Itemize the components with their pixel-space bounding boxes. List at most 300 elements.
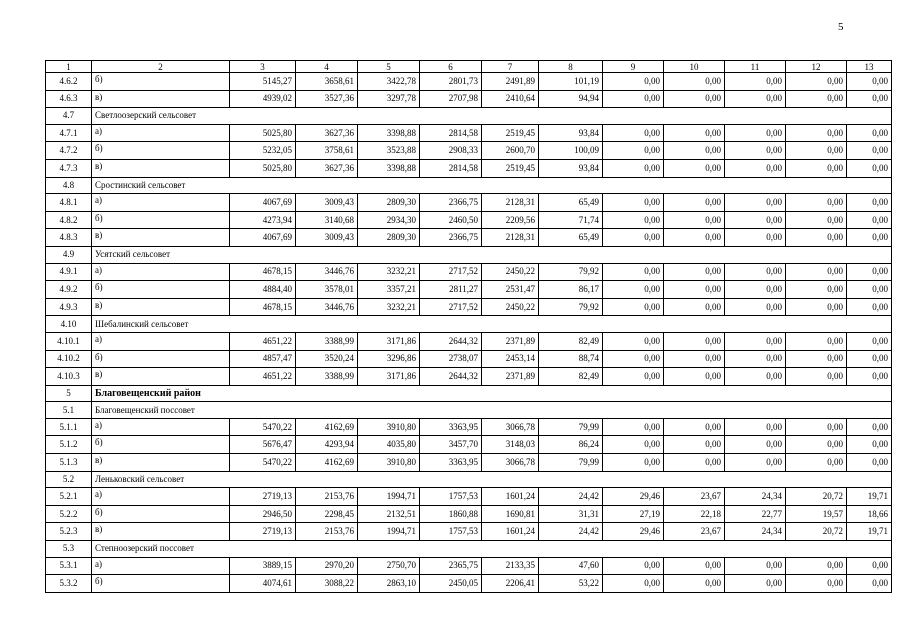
value-cell: 3578,01 [296, 281, 358, 299]
value-cell: 2738,07 [420, 350, 482, 368]
table-row [46, 368, 892, 386]
value-cell: 20,72 [786, 488, 847, 506]
value-cell: 3088,22 [296, 575, 358, 593]
table-row [46, 159, 892, 177]
value-cell: 0,00 [847, 368, 892, 386]
value-cell: 0,00 [786, 557, 847, 575]
value-cell: 4273,94 [230, 211, 296, 229]
value-cell: 3398,88 [358, 159, 420, 177]
value-cell: 3910,80 [358, 418, 420, 436]
value-cell: 0,00 [786, 436, 847, 454]
value-cell: 19,57 [786, 505, 847, 523]
table-row [46, 211, 892, 229]
value-cell: 3066,78 [482, 454, 539, 472]
value-cell: 0,00 [664, 454, 725, 472]
row-number: 5.2 [46, 471, 92, 488]
value-cell: 0,00 [847, 298, 892, 316]
value-cell: 2450,22 [482, 263, 539, 281]
value-cell: 0,00 [847, 229, 892, 247]
value-cell: 0,00 [603, 454, 664, 472]
row-number: 5.1.3 [46, 454, 92, 472]
value-cell: 3297,78 [358, 90, 420, 108]
value-cell: 2206,41 [482, 575, 539, 593]
value-cell: 79,92 [539, 298, 603, 316]
row-number: 4.7.2 [46, 142, 92, 160]
value-cell: 0,00 [725, 194, 786, 212]
row-number: 5.3.1 [46, 557, 92, 575]
value-cell: 2133,35 [482, 557, 539, 575]
value-cell: 47,60 [539, 557, 603, 575]
table-row [46, 505, 892, 523]
value-cell: 2934,30 [358, 211, 420, 229]
table-row [46, 575, 892, 593]
value-cell: 2644,32 [420, 368, 482, 386]
value-cell: 0,00 [725, 142, 786, 160]
column-header-13: 13 [847, 61, 892, 73]
value-cell: 2946,50 [230, 505, 296, 523]
value-cell: 22,77 [725, 505, 786, 523]
value-cell: 0,00 [664, 90, 725, 108]
value-cell: 1601,24 [482, 523, 539, 541]
value-cell: 0,00 [786, 124, 847, 142]
value-cell: 0,00 [603, 332, 664, 350]
value-cell: 3446,76 [296, 298, 358, 316]
value-cell: 4035,80 [358, 436, 420, 454]
value-cell: 3527,36 [296, 90, 358, 108]
value-cell: 0,00 [664, 263, 725, 281]
row-number: 5.1.2 [46, 436, 92, 454]
row-number: 5.2.3 [46, 523, 92, 541]
value-cell: 0,00 [725, 350, 786, 368]
value-cell: 2371,89 [482, 368, 539, 386]
value-cell: 19,71 [847, 523, 892, 541]
value-cell: 0,00 [786, 368, 847, 386]
value-cell: 0,00 [847, 211, 892, 229]
value-cell: 4293,94 [296, 436, 358, 454]
row-variant-label: а) [92, 557, 230, 575]
value-cell: 2801,73 [420, 73, 482, 91]
row-variant-label: а) [92, 124, 230, 142]
row-number: 4.8.3 [46, 229, 92, 247]
value-cell: 0,00 [786, 90, 847, 108]
table-row [46, 298, 892, 316]
value-cell: 2410,64 [482, 90, 539, 108]
column-header-9: 9 [603, 61, 664, 73]
value-cell: 0,00 [603, 211, 664, 229]
value-cell: 1860,88 [420, 505, 482, 523]
value-cell: 0,00 [725, 298, 786, 316]
value-cell: 0,00 [786, 211, 847, 229]
row-number: 5.3 [46, 541, 92, 558]
value-cell: 0,00 [847, 90, 892, 108]
section-heading-row [46, 541, 892, 558]
value-cell: 0,00 [603, 229, 664, 247]
value-cell: 82,49 [539, 368, 603, 386]
row-variant-label: б) [92, 211, 230, 229]
value-cell: 2366,75 [420, 229, 482, 247]
value-cell: 0,00 [603, 368, 664, 386]
value-cell: 1601,24 [482, 488, 539, 506]
value-cell: 86,24 [539, 436, 603, 454]
value-cell: 0,00 [786, 194, 847, 212]
table-row [46, 557, 892, 575]
value-cell: 2153,76 [296, 488, 358, 506]
value-cell: 2600,70 [482, 142, 539, 160]
value-cell: 0,00 [725, 368, 786, 386]
table-row [46, 418, 892, 436]
column-number-header-row [46, 61, 892, 73]
value-cell: 2531,47 [482, 281, 539, 299]
value-cell: 2209,56 [482, 211, 539, 229]
value-cell: 0,00 [603, 436, 664, 454]
value-cell: 0,00 [664, 159, 725, 177]
row-variant-label: в) [92, 90, 230, 108]
value-cell: 0,00 [725, 454, 786, 472]
value-cell: 4857,47 [230, 350, 296, 368]
section-heading-row [46, 108, 892, 125]
value-cell: 5470,22 [230, 454, 296, 472]
value-cell: 0,00 [664, 575, 725, 593]
value-cell: 0,00 [725, 281, 786, 299]
value-cell: 2453,14 [482, 350, 539, 368]
section-heading-row [46, 471, 892, 488]
value-cell: 3140,68 [296, 211, 358, 229]
row-number: 4.10.2 [46, 350, 92, 368]
row-number: 4.7.3 [46, 159, 92, 177]
value-cell: 3009,43 [296, 194, 358, 212]
value-cell: 31,31 [539, 505, 603, 523]
value-cell: 0,00 [786, 332, 847, 350]
row-number: 4.10.3 [46, 368, 92, 386]
value-cell: 0,00 [603, 73, 664, 91]
value-cell: 3009,43 [296, 229, 358, 247]
value-cell: 0,00 [786, 281, 847, 299]
value-cell: 2814,58 [420, 124, 482, 142]
value-cell: 0,00 [725, 159, 786, 177]
value-cell: 5232,05 [230, 142, 296, 160]
row-number: 4.6.2 [46, 73, 92, 91]
table-row [46, 73, 892, 91]
column-header-1: 1 [46, 61, 92, 73]
value-cell: 3889,15 [230, 557, 296, 575]
value-cell: 2863,10 [358, 575, 420, 593]
row-variant-label: б) [92, 73, 230, 91]
value-cell: 0,00 [664, 332, 725, 350]
value-cell: 0,00 [847, 332, 892, 350]
value-cell: 0,00 [847, 575, 892, 593]
value-cell: 4651,22 [230, 332, 296, 350]
value-cell: 0,00 [664, 124, 725, 142]
row-number: 5.1.1 [46, 418, 92, 436]
value-cell: 0,00 [664, 368, 725, 386]
value-cell: 1994,71 [358, 488, 420, 506]
value-cell: 4678,15 [230, 298, 296, 316]
table-row [46, 350, 892, 368]
value-cell: 2450,05 [420, 575, 482, 593]
value-cell: 0,00 [664, 350, 725, 368]
value-cell: 0,00 [725, 418, 786, 436]
value-cell: 0,00 [725, 263, 786, 281]
value-cell: 2365,75 [420, 557, 482, 575]
value-cell: 86,17 [539, 281, 603, 299]
value-cell: 3171,86 [358, 332, 420, 350]
value-cell: 2970,20 [296, 557, 358, 575]
row-number: 4.7.1 [46, 124, 92, 142]
section-title: Шебалинский сельсовет [92, 316, 892, 333]
value-cell: 3296,86 [358, 350, 420, 368]
value-cell: 2298,45 [296, 505, 358, 523]
value-cell: 93,84 [539, 159, 603, 177]
value-cell: 22,18 [664, 505, 725, 523]
value-cell: 3523,88 [358, 142, 420, 160]
value-cell: 79,92 [539, 263, 603, 281]
value-cell: 3520,24 [296, 350, 358, 368]
value-cell: 0,00 [786, 229, 847, 247]
value-cell: 0,00 [664, 557, 725, 575]
value-cell: 2366,75 [420, 194, 482, 212]
value-cell: 0,00 [725, 557, 786, 575]
value-cell: 0,00 [603, 90, 664, 108]
value-cell: 82,49 [539, 332, 603, 350]
value-cell: 2371,89 [482, 332, 539, 350]
value-cell: 3171,86 [358, 368, 420, 386]
value-cell: 79,99 [539, 418, 603, 436]
value-cell: 19,71 [847, 488, 892, 506]
row-number: 5.2.2 [46, 505, 92, 523]
value-cell: 0,00 [664, 281, 725, 299]
value-cell: 0,00 [847, 142, 892, 160]
value-cell: 2809,30 [358, 229, 420, 247]
value-cell: 93,84 [539, 124, 603, 142]
value-cell: 0,00 [786, 263, 847, 281]
section-title: Благовещенский поссовет [92, 402, 892, 419]
value-cell: 18,66 [847, 505, 892, 523]
value-cell: 4067,69 [230, 229, 296, 247]
value-cell: 0,00 [847, 73, 892, 91]
row-number: 4.9 [46, 246, 92, 263]
row-number: 4.9.3 [46, 298, 92, 316]
value-cell: 0,00 [664, 229, 725, 247]
value-cell: 1757,53 [420, 523, 482, 541]
row-variant-label: в) [92, 159, 230, 177]
value-cell: 0,00 [664, 211, 725, 229]
row-variant-label: б) [92, 436, 230, 454]
value-cell: 0,00 [847, 281, 892, 299]
row-variant-label: б) [92, 142, 230, 160]
table-row [46, 523, 892, 541]
value-cell: 0,00 [603, 159, 664, 177]
column-header-3: 3 [230, 61, 296, 73]
value-cell: 2519,45 [482, 124, 539, 142]
value-cell: 3232,21 [358, 298, 420, 316]
value-cell: 3398,88 [358, 124, 420, 142]
value-cell: 0,00 [847, 350, 892, 368]
value-cell: 0,00 [786, 575, 847, 593]
value-cell: 3457,70 [420, 436, 482, 454]
value-cell: 88,74 [539, 350, 603, 368]
value-cell: 5470,22 [230, 418, 296, 436]
value-cell: 3357,21 [358, 281, 420, 299]
row-variant-label: а) [92, 418, 230, 436]
row-number: 5.2.1 [46, 488, 92, 506]
value-cell: 24,42 [539, 523, 603, 541]
value-cell: 65,49 [539, 194, 603, 212]
value-cell: 2814,58 [420, 159, 482, 177]
value-cell: 0,00 [725, 211, 786, 229]
value-cell: 0,00 [725, 73, 786, 91]
value-cell: 0,00 [603, 557, 664, 575]
value-cell: 3363,95 [420, 454, 482, 472]
row-variant-label: б) [92, 350, 230, 368]
value-cell: 0,00 [603, 418, 664, 436]
row-number: 5.3.2 [46, 575, 92, 593]
table-row [46, 194, 892, 212]
value-cell: 0,00 [847, 436, 892, 454]
value-cell: 3627,36 [296, 124, 358, 142]
value-cell: 0,00 [847, 418, 892, 436]
row-number: 5.1 [46, 402, 92, 419]
value-cell: 0,00 [603, 350, 664, 368]
row-number: 4.8.2 [46, 211, 92, 229]
column-header-12: 12 [786, 61, 847, 73]
row-number: 4.8 [46, 177, 92, 194]
table-row [46, 124, 892, 142]
row-number: 4.9.2 [46, 281, 92, 299]
row-variant-label: в) [92, 368, 230, 386]
value-cell: 0,00 [664, 142, 725, 160]
row-variant-label: а) [92, 194, 230, 212]
column-header-5: 5 [358, 61, 420, 73]
section-heading-row [46, 177, 892, 194]
value-cell: 94,94 [539, 90, 603, 108]
value-cell: 0,00 [603, 142, 664, 160]
value-cell: 0,00 [603, 124, 664, 142]
district-heading-row [46, 385, 892, 402]
value-cell: 2450,22 [482, 298, 539, 316]
row-variant-label: б) [92, 505, 230, 523]
table-row [46, 229, 892, 247]
value-cell: 3148,03 [482, 436, 539, 454]
row-variant-label: в) [92, 523, 230, 541]
value-cell: 0,00 [603, 263, 664, 281]
value-cell: 1757,53 [420, 488, 482, 506]
value-cell: 29,46 [603, 523, 664, 541]
value-cell: 5145,27 [230, 73, 296, 91]
value-cell: 2644,32 [420, 332, 482, 350]
value-cell: 23,67 [664, 488, 725, 506]
row-variant-label: в) [92, 298, 230, 316]
value-cell: 24,34 [725, 488, 786, 506]
value-cell: 2153,76 [296, 523, 358, 541]
section-title: Усятский сельсовет [92, 246, 892, 263]
value-cell: 0,00 [847, 124, 892, 142]
value-cell: 29,46 [603, 488, 664, 506]
value-cell: 4939,02 [230, 90, 296, 108]
section-title: Светлоозерский сельсовет [92, 108, 892, 125]
row-variant-label: в) [92, 229, 230, 247]
value-cell: 20,72 [786, 523, 847, 541]
row-number: 4.8.1 [46, 194, 92, 212]
column-header-2: 2 [92, 61, 230, 73]
value-cell: 3422,78 [358, 73, 420, 91]
value-cell: 4067,69 [230, 194, 296, 212]
value-cell: 4162,69 [296, 418, 358, 436]
value-cell: 0,00 [786, 418, 847, 436]
value-cell: 0,00 [847, 557, 892, 575]
value-cell: 3066,78 [482, 418, 539, 436]
value-cell: 0,00 [603, 281, 664, 299]
value-cell: 0,00 [786, 298, 847, 316]
tariff-table [45, 60, 892, 593]
column-header-11: 11 [725, 61, 786, 73]
value-cell: 0,00 [847, 194, 892, 212]
value-cell: 0,00 [847, 454, 892, 472]
value-cell: 0,00 [725, 229, 786, 247]
section-heading-row [46, 316, 892, 333]
row-number: 5 [46, 385, 92, 402]
table-row [46, 281, 892, 299]
value-cell: 65,49 [539, 229, 603, 247]
value-cell: 0,00 [603, 194, 664, 212]
row-variant-label: б) [92, 281, 230, 299]
table-row [46, 332, 892, 350]
value-cell: 2811,27 [420, 281, 482, 299]
value-cell: 2132,51 [358, 505, 420, 523]
value-cell: 0,00 [664, 436, 725, 454]
row-variant-label: б) [92, 575, 230, 593]
table-body [46, 61, 892, 593]
column-header-4: 4 [296, 61, 358, 73]
value-cell: 0,00 [847, 159, 892, 177]
value-cell: 2460,50 [420, 211, 482, 229]
value-cell: 3627,36 [296, 159, 358, 177]
value-cell: 0,00 [786, 350, 847, 368]
value-cell: 0,00 [725, 575, 786, 593]
value-cell: 101,19 [539, 73, 603, 91]
row-variant-label: а) [92, 488, 230, 506]
value-cell: 2719,13 [230, 488, 296, 506]
section-heading-row [46, 246, 892, 263]
value-cell: 0,00 [664, 194, 725, 212]
row-number: 4.10 [46, 316, 92, 333]
value-cell: 24,42 [539, 488, 603, 506]
value-cell: 0,00 [603, 575, 664, 593]
value-cell: 5025,80 [230, 159, 296, 177]
value-cell: 2707,98 [420, 90, 482, 108]
value-cell: 23,67 [664, 523, 725, 541]
value-cell: 1690,81 [482, 505, 539, 523]
table-row [46, 142, 892, 160]
value-cell: 3910,80 [358, 454, 420, 472]
column-header-10: 10 [664, 61, 725, 73]
value-cell: 3388,99 [296, 368, 358, 386]
value-cell: 0,00 [786, 454, 847, 472]
value-cell: 0,00 [725, 332, 786, 350]
section-title: Степноозерский поссовет [92, 541, 892, 558]
row-number: 4.7 [46, 108, 92, 125]
value-cell: 27,19 [603, 505, 664, 523]
value-cell: 1994,71 [358, 523, 420, 541]
page-number: 5 [838, 21, 844, 33]
value-cell: 71,74 [539, 211, 603, 229]
value-cell: 3232,21 [358, 263, 420, 281]
value-cell: 0,00 [786, 142, 847, 160]
value-cell: 2719,13 [230, 523, 296, 541]
row-variant-label: а) [92, 332, 230, 350]
column-header-6: 6 [420, 61, 482, 73]
value-cell: 0,00 [725, 436, 786, 454]
value-cell: 5025,80 [230, 124, 296, 142]
